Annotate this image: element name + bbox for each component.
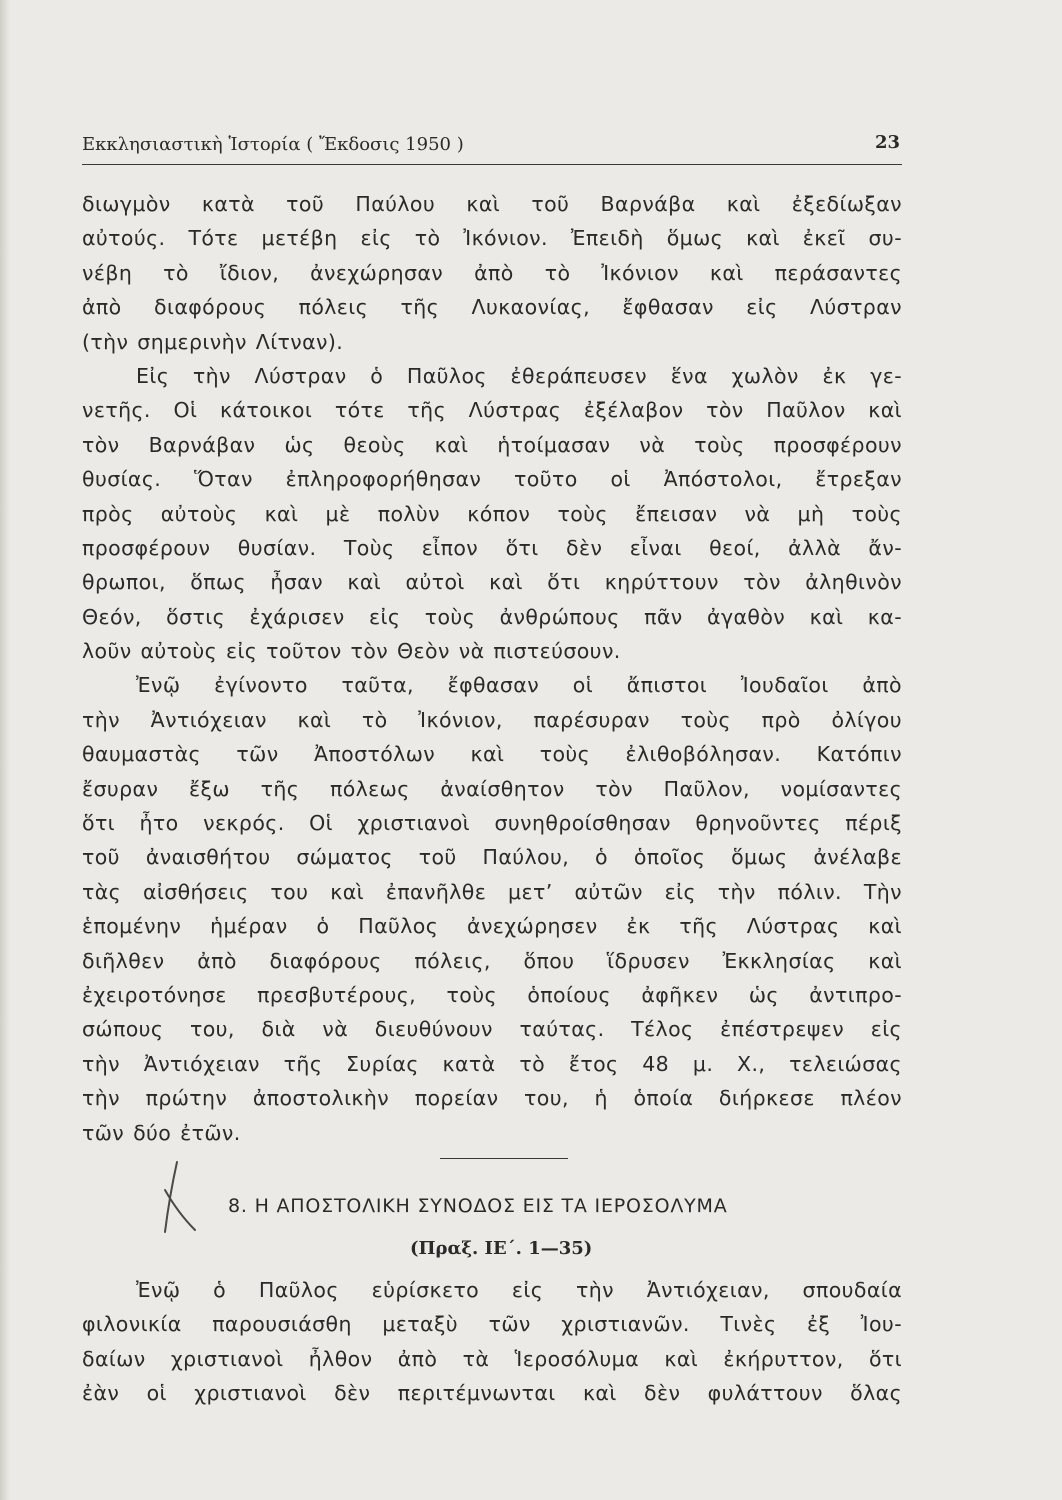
text-line: (τὴν σημερινὴν Λίτναν).: [82, 329, 344, 354]
text-line: ἔσυραν ἔξω τῆς πόλεως ἀναίσθητον τὸν Παῦλον, νομίσαντες: [82, 776, 902, 801]
text-line: προσφέρουν θυσίαν. Τοὺς εἶπον ὅτι δὲν εἶναι θεοί, ἀλλὰ ἄν-: [82, 535, 902, 560]
text-line: αὐτούς. Τότε μετέβη εἰς τὸ Ἰκόνιον. Ἐπειδὴ ὅμως καὶ ἐκεῖ συ-: [82, 226, 902, 251]
text-line: σώπους του, διὰ νὰ διευθύνουν ταύτας. Τέλος ἐπέστρεψεν εἰς: [82, 1017, 902, 1042]
text-line: λοῦν αὐτοὺς εἰς τοῦτον τὸν Θεὸν νὰ πιστεύσουν.: [82, 639, 621, 664]
section-body-text: [82, 1273, 902, 1411]
text-line: θυσίας. Ὅταν ἐπληροφορήθησαν τοῦτο οἱ Ἀπόστολοι, ἔτρεξαν: [82, 467, 902, 492]
text-line: ὅτι ἦτο νεκρός. Οἱ χριστιανοὶ συνηθροίσθησαν θρηνοῦντες πέριξ: [82, 811, 902, 836]
text-line: τὴν Ἀντιόχειαν καὶ τὸ Ἰκόνιον, παρέσυραν τοὺς πρὸ ὀλίγου: [82, 707, 902, 732]
text-line: ἐὰν οἱ χριστιανοὶ δὲν περιτέμνωνται καὶ δὲν φυλάττουν ὅλας: [82, 1381, 902, 1406]
text-line: τὰς αἰσθήσεις του καὶ ἐπανῆλθε μετ’ αὐτῶν εἰς τὴν πόλιν. Τὴν: [82, 879, 902, 904]
text-line: δαίων χριστιανοὶ ἦλθον ἀπὸ τὰ Ἱεροσόλυμα καὶ ἐκήρυττον, ὅτι: [82, 1346, 902, 1371]
page-header: [82, 130, 902, 165]
page-edge-shadow: [0, 0, 10, 1500]
text-line: νέβη τὸ ἴδιον, ἀνεχώρησαν ἀπὸ τὸ Ἰκόνιον καὶ περάσαντες: [82, 260, 902, 285]
text-line: ἑπομένην ἡμέραν ὁ Παῦλος ἀνεχώρησεν ἐκ τῆς Λύστρας καὶ: [82, 914, 902, 939]
text-line: Ἐνῷ ὁ Παῦλος εὑρίσκετο εἰς τὴν Ἀντιόχειαν, σπουδαία: [136, 1278, 902, 1302]
text-line: τοῦ ἀναισθήτου σώματος τοῦ Παύλου, ὁ ὁποῖος ὅμως ἀνέλαβε: [82, 845, 902, 870]
text-line: Εἰς τὴν Λύστραν ὁ Παῦλος ἐθεράπευσεν ἕνα χωλὸν ἐκ γε-: [136, 363, 902, 388]
text-line: διωγμὸν κατὰ τοῦ Παύλου καὶ τοῦ Βαρνάβα καὶ ἐξεδίωξαν: [82, 192, 902, 216]
text-line: ἀπὸ διαφόρους πόλεις τῆς Λυκαονίας, ἔφθασαν εἰς Λύστραν: [82, 295, 902, 320]
text-line: φιλονικία παρουσιάσθη μεταξὺ τῶν χριστιανῶν. Τινὲς ἐξ Ἰου-: [82, 1312, 902, 1337]
text-line: τὴν πρώτην ἀποστολικὴν πορείαν του, ἡ ὁποία διήρκεσε πλέον: [82, 1086, 902, 1111]
section-subheading: (Πραξ. ΙΕ΄. 1—35): [410, 1238, 593, 1259]
text-line: Θεόν, ὅστις ἐχάρισεν εἰς τοὺς ἀνθρώπους πᾶν ἀγαθὸν καὶ κα-: [82, 604, 902, 629]
text-line: θρωποι, ὅπως ἦσαν καὶ αὐτοὶ καὶ ὅτι κηρύττουν τὸν ἀληθινὸν: [82, 570, 902, 595]
section-divider: [440, 1158, 568, 1159]
text-line: νετῆς. Οἱ κάτοικοι τότε τῆς Λύστρας ἐξέλαβον τὸν Παῦλον καὶ: [82, 398, 902, 423]
text-line: διῆλθεν ἀπὸ διαφόρους πόλεις, ὅπου ἵδρυσεν Ἐκκλησίας καὶ: [82, 948, 902, 973]
section-heading: 8. Η ΑΠΟΣΤΟΛΙΚΗ ΣΥΝΟΔΟΣ ΕΙΣ ΤΑ ΙΕΡΟΣΟΛΥΜΑ: [228, 1195, 728, 1217]
text-line: θαυμαστὰς τῶν Ἀποστόλων καὶ τοὺς ἐλιθοβόλησαν. Κατόπιν: [82, 742, 902, 767]
text-line: τὸν Βαρνάβαν ὡς θεοὺς καὶ ἡτοίμασαν νὰ τοὺς προσφέρουν: [82, 432, 902, 457]
running-title: Εκκλησιαστικὴ Ἱστορία ( Ἔκδοσις 1950 ): [82, 134, 464, 155]
text-line: ἐχειροτόνησε πρεσβυτέρους, τοὺς ὁποίους ἀφῆκεν ὡς ἀντιπρο-: [82, 982, 902, 1007]
text-line: τῶν δύο ἐτῶν.: [82, 1120, 241, 1145]
page-number: 23: [874, 132, 900, 153]
text-line: πρὸς αὐτοὺς καὶ μὲ πολὺν κόπον τοὺς ἔπεισαν νὰ μὴ τοὺς: [82, 501, 902, 526]
text-line: τὴν Ἀντιόχειαν τῆς Συρίας κατὰ τὸ ἔτος 48 μ. Χ., τελειώσας: [82, 1051, 902, 1076]
text-line: Ἐνῷ ἐγίνοντο ταῦτα, ἔφθασαν οἱ ἄπιστοι Ἰουδαῖοι ἀπὸ: [136, 673, 902, 698]
body-text: [82, 187, 902, 1150]
handwritten-x-mark: [155, 1160, 205, 1240]
